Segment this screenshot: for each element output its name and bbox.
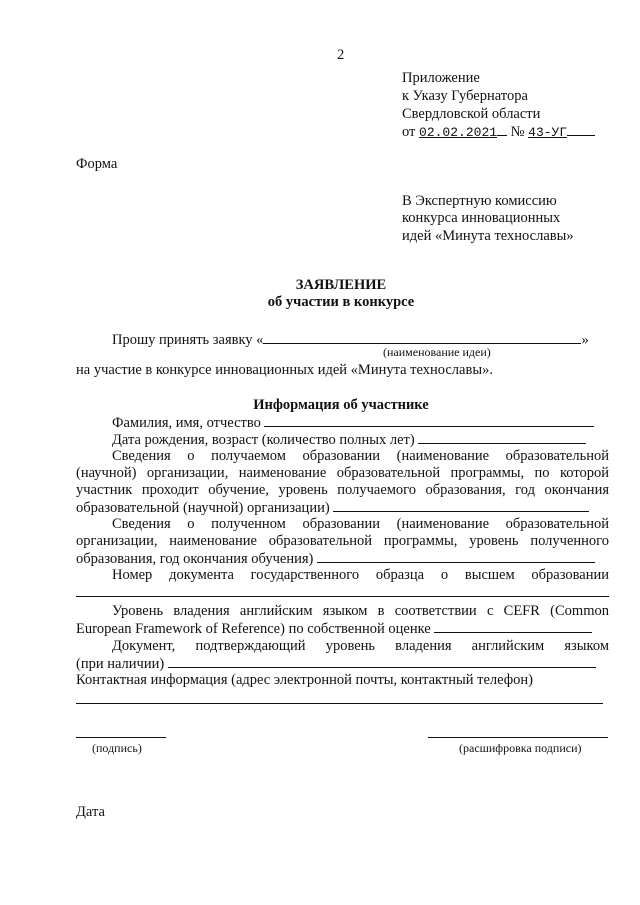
completed-edu-row-3 [76,550,595,568]
full-name-label: Фамилия, имя, отчество [112,415,261,431]
number-prefix: № [510,124,525,140]
request-line [112,331,589,349]
appendix-date: 02.02.2021 [419,125,498,140]
contacts-field[interactable] [76,703,603,704]
english-row-2 [76,620,592,638]
birth-row [112,431,586,449]
signature-field[interactable] [76,737,166,738]
completed-edu-line-2: организации, наименование образовательной программы, уровень полученного [76,533,609,549]
date-underline [497,123,507,136]
addressee-line-2: конкурса инновационных [402,210,561,226]
signature-decryption-field[interactable] [428,737,608,738]
diploma-field[interactable] [76,596,609,597]
page-number: 2 [337,47,345,63]
addressee-line-1: В Экспертную комиссию [402,193,557,209]
current-edu-line-1: Сведения о получаемом образовании (наименование образовательной [112,448,609,464]
full-name-field[interactable] [264,414,594,427]
idea-name-caption: (наименование идеи) [383,345,491,359]
date-prefix: от [402,124,416,140]
appendix-line-3: Свердловской области [402,106,541,122]
appendix-line-1: Приложение [402,70,480,86]
diploma-label: Номер документа государственного образца о высшем образовании [112,567,609,583]
idea-name-field[interactable] [263,331,581,344]
participant-heading: Информация об участнике [253,397,429,413]
document-title: ЗАЯВЛЕНИЕ [295,277,387,293]
appendix-number: 43-УГ [528,125,568,140]
request-close-quote: » [581,332,589,348]
english-doc-field[interactable] [168,655,596,668]
birth-label: Дата рождения, возраст (количество полных лет) [112,432,415,448]
number-underline [567,123,595,136]
english-doc-line-1: Документ, подтверждающий уровень владения английским языком [112,638,609,654]
english-line-1: Уровень владения английским языком в соответствии с CEFR (Common [112,603,609,619]
completed-edu-line-3: образования, год окончания обучения) [76,551,314,567]
birth-field[interactable] [418,431,586,444]
request-continuation: на участие в конкурсе инновационных идей «Минута технославы». [76,362,493,378]
full-name-row [112,414,594,432]
appendix-date-line [402,123,595,141]
date-label: Дата [76,804,105,820]
english-line-2: European Framework of Reference) по собственной оценке [76,621,431,637]
form-label: Форма [76,156,118,172]
document-subtitle: об участии в конкурсе [267,294,415,310]
english-level-field[interactable] [434,620,592,633]
completed-edu-field[interactable] [317,550,595,563]
current-edu-row-4 [76,499,589,517]
signature-caption: (подпись) [92,741,142,755]
addressee-line-3: идей «Минута технославы» [402,228,574,244]
current-edu-line-2: (научной) организации, наименование образовательной программы, по которой [76,465,609,481]
contacts-label: Контактная информация (адрес электронной почты, контактный телефон) [76,672,533,688]
current-edu-line-4: образовательной (научной) организации) [76,500,330,516]
completed-edu-line-1: Сведения о полученном образовании (наименование образовательной [112,516,609,532]
signature-decryption-caption: (расшифровка подписи) [459,741,582,755]
appendix-line-2: к Указу Губернатора [402,88,528,104]
english-doc-row-2 [76,655,596,673]
current-edu-line-3: участник проходит обучение, уровень получаемого образования, год окончания [76,482,609,498]
current-edu-field[interactable] [333,499,589,512]
request-text: Прошу принять заявку « [112,332,264,348]
english-doc-line-2: (при наличии) [76,656,165,672]
